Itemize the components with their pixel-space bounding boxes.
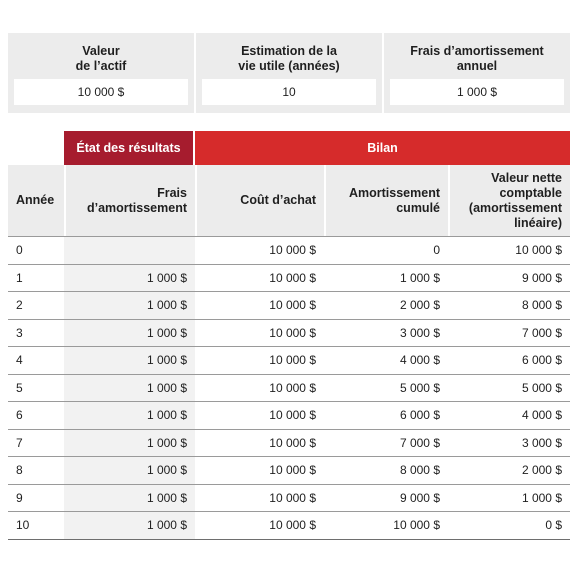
summary-asset-value (8, 33, 194, 113)
cell-cost: 10 000 $ (269, 463, 316, 478)
cell-cost: 10 000 $ (269, 518, 316, 533)
cell-cost: 10 000 $ (269, 270, 316, 285)
header-net-book-value: Valeur nette comptable (amortissement linéaire) (448, 165, 570, 236)
cell-net: 2 000 $ (521, 463, 562, 478)
cell-expense: 1 000 $ (64, 265, 195, 292)
table-row (8, 485, 570, 513)
table-body (8, 237, 570, 540)
cell-accumulated: 2 000 $ (399, 298, 440, 313)
table-row (8, 402, 570, 430)
summary-value: 10 (202, 79, 376, 105)
cell-expense: 1 000 $ (64, 292, 195, 319)
summary-annual-expense (382, 33, 570, 113)
cell-net: 9 000 $ (521, 270, 562, 285)
cell-expense: 1 000 $ (64, 402, 195, 429)
band-spacer (8, 131, 64, 165)
cell-year: 0 (16, 243, 23, 258)
cell-year: 5 (16, 380, 23, 395)
table-row (8, 320, 570, 348)
cell-cost: 10 000 $ (269, 243, 316, 258)
table-row (8, 265, 570, 293)
cell-accumulated: 6 000 $ (399, 408, 440, 423)
cell-accumulated: 1 000 $ (399, 270, 440, 285)
cell-expense: 1 000 $ (64, 512, 195, 539)
summary-label: Valeur de l’actif (75, 44, 127, 73)
cell-accumulated: 8 000 $ (399, 463, 440, 478)
cell-net: 1 000 $ (521, 490, 562, 505)
cell-expense: 1 000 $ (64, 375, 195, 402)
header-year: Année (16, 193, 55, 207)
cell-accumulated: 3 000 $ (399, 325, 440, 340)
cell-year: 6 (16, 408, 23, 423)
cell-net: 4 000 $ (521, 408, 562, 423)
summary-value: 10 000 $ (14, 79, 188, 105)
cell-accumulated: 10 000 $ (393, 518, 440, 533)
depreciation-table (8, 131, 570, 540)
cell-cost: 10 000 $ (269, 353, 316, 368)
cell-cost: 10 000 $ (269, 490, 316, 505)
header-expense: Frais d’amortissement (64, 165, 195, 236)
table-row (8, 347, 570, 375)
cell-net: 5 000 $ (521, 380, 562, 395)
balance-sheet-band: Bilan (195, 131, 570, 165)
header-bands (8, 131, 570, 165)
table-row (8, 430, 570, 458)
cell-year: 9 (16, 490, 23, 505)
cell-cost: 10 000 $ (269, 435, 316, 450)
cell-cost: 10 000 $ (269, 380, 316, 395)
cell-expense: 1 000 $ (64, 320, 195, 347)
summary-useful-life (194, 33, 382, 113)
column-headers (8, 165, 570, 237)
income-statement-band: État des résultats (64, 131, 193, 165)
cell-net: 3 000 $ (521, 435, 562, 450)
cell-year: 1 (16, 270, 23, 285)
cell-cost: 10 000 $ (269, 325, 316, 340)
cell-net: 8 000 $ (521, 298, 562, 313)
table-row (8, 292, 570, 320)
table-row (8, 237, 570, 265)
cell-cost: 10 000 $ (269, 298, 316, 313)
table-row (8, 375, 570, 403)
table-row (8, 457, 570, 485)
header-accumulated: Amortissement cumulé (324, 165, 448, 236)
cell-net: 7 000 $ (521, 325, 562, 340)
summary-label: Frais d’amortissement annuel (410, 44, 544, 73)
cell-accumulated: 7 000 $ (399, 435, 440, 450)
cell-year: 3 (16, 325, 23, 340)
summary-label: Estimation de la vie utile (années) (238, 44, 340, 73)
cell-net: 10 000 $ (515, 243, 562, 258)
summary-value: 1 000 $ (390, 79, 564, 105)
cell-net: 0 $ (545, 518, 562, 533)
cell-net: 6 000 $ (521, 353, 562, 368)
cell-accumulated: 9 000 $ (399, 490, 440, 505)
cell-expense: 1 000 $ (64, 347, 195, 374)
cell-year: 8 (16, 463, 23, 478)
header-cost: Coût d’achat (195, 165, 324, 236)
cell-expense (64, 237, 195, 264)
cell-year: 4 (16, 353, 23, 368)
cell-year: 10 (16, 518, 30, 533)
cell-accumulated: 4 000 $ (399, 353, 440, 368)
cell-accumulated: 5 000 $ (399, 380, 440, 395)
cell-expense: 1 000 $ (64, 485, 195, 512)
summary-panel (8, 33, 570, 113)
table-row (8, 512, 570, 540)
cell-expense: 1 000 $ (64, 430, 195, 457)
cell-year: 2 (16, 298, 23, 313)
cell-expense: 1 000 $ (64, 457, 195, 484)
cell-year: 7 (16, 435, 23, 450)
cell-cost: 10 000 $ (269, 408, 316, 423)
cell-accumulated: 0 (433, 243, 440, 258)
